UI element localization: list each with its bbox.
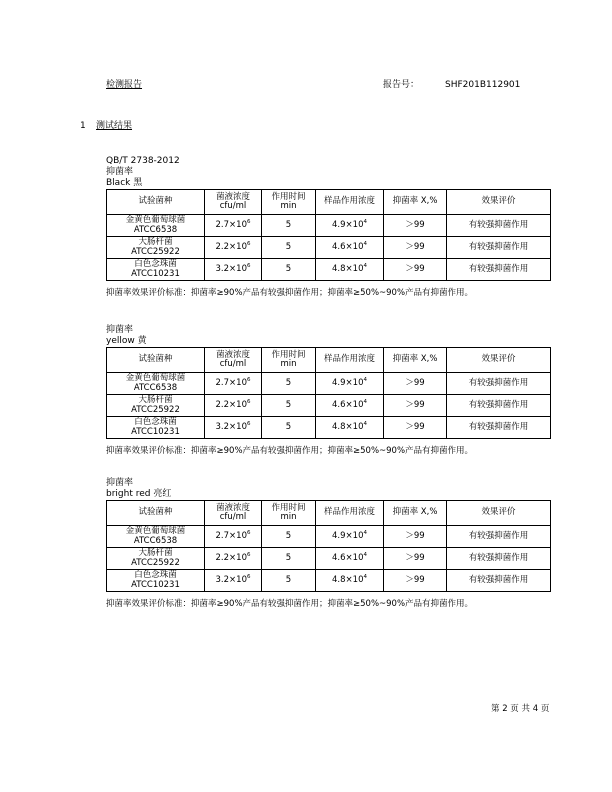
sample-concentration-exponent: 4 (363, 551, 367, 558)
concentration-value: 2.7×10 (215, 219, 247, 230)
inhibition-rate-cell: ＞99 (384, 373, 447, 395)
sample-concentration-exponent: 4 (363, 262, 367, 269)
sample-concentration-exponent: 4 (363, 240, 367, 247)
column-header: 抑菌率 X,% (384, 190, 447, 215)
inhibition-rate-cell: ＞99 (384, 548, 447, 570)
concentration-exponent: 6 (246, 420, 251, 427)
report-title: 检测报告 (106, 80, 143, 90)
column-header: 效果评价 (447, 190, 551, 215)
concentration-exponent: 6 (246, 529, 251, 536)
concentration-exponent: 6 (246, 240, 251, 247)
sample-concentration-value: 4.8×10 (332, 263, 364, 274)
concentration-cell (205, 259, 262, 281)
sample-concentration-value: 4.9×10 (332, 530, 364, 541)
strain-code: ATCC10231 (131, 579, 180, 590)
strain-name: 大肠杆菌 (138, 237, 173, 247)
evaluation-cell: 有较强抑菌作用 (447, 237, 551, 259)
evaluation-criteria-note: 抑菌率效果评价标准：抑菌率≥90%产品有较强抑菌作用；抑菌率≥50%~90%产品有抑菌作用。 (106, 599, 474, 609)
block-color-label: bright red 亮红 (106, 489, 172, 499)
sample-concentration-exponent: 4 (363, 573, 367, 580)
sample-concentration-exponent: 4 (363, 398, 367, 405)
strain-name: 白色念珠菌 (134, 259, 177, 269)
evaluation-criteria-note: 抑菌率效果评价标准：抑菌率≥90%产品有较强抑菌作用；抑菌率≥50%~90%产品有抑菌作用。 (106, 288, 474, 298)
concentration-value: 3.2×10 (215, 421, 247, 432)
inhibition-rate-cell: ＞99 (384, 395, 447, 417)
concentration-value: 3.2×10 (215, 574, 247, 585)
results-table (106, 189, 551, 281)
column-header: 效果评价 (447, 501, 551, 526)
time-cell: 5 (262, 259, 316, 281)
concentration-cell (205, 570, 262, 592)
strain-cell (107, 373, 205, 395)
time-cell: 5 (262, 395, 316, 417)
concentration-exponent: 6 (246, 376, 251, 383)
sample-concentration-cell (316, 570, 384, 592)
sample-concentration-value: 4.9×10 (332, 219, 364, 230)
strain-code: ATCC6538 (133, 224, 178, 235)
column-header: 试验菌种 (107, 348, 205, 373)
column-header: 抑菌率 X,% (384, 501, 447, 526)
column-header: 作用时间 min (262, 190, 316, 215)
strain-cell (107, 215, 205, 237)
concentration-exponent: 6 (246, 398, 251, 405)
strain-code: ATCC10231 (131, 268, 180, 279)
inhibition-rate-cell: ＞99 (384, 526, 447, 548)
concentration-value: 2.2×10 (215, 241, 247, 252)
results-table (106, 500, 551, 592)
strain-name: 白色念珠菌 (134, 570, 177, 580)
concentration-exponent: 6 (246, 573, 251, 580)
table-row (107, 395, 551, 417)
column-header: 样品作用浓度 (316, 348, 384, 373)
column-header: 样品作用浓度 (316, 190, 384, 215)
column-header: 样品作用浓度 (316, 501, 384, 526)
evaluation-cell: 有较强抑菌作用 (447, 570, 551, 592)
table-row (107, 417, 551, 439)
column-header: 作用时间 min (262, 348, 316, 373)
report-number (383, 80, 520, 91)
sample-concentration-value: 4.8×10 (332, 574, 364, 585)
column-header: 菌液浓度 cfu/ml (205, 501, 262, 526)
concentration-exponent: 6 (246, 551, 251, 558)
table-row (107, 526, 551, 548)
inhibition-rate-cell: ＞99 (384, 215, 447, 237)
sample-concentration-cell (316, 373, 384, 395)
concentration-cell (205, 417, 262, 439)
strain-code: ATCC25922 (131, 557, 180, 568)
concentration-value: 2.2×10 (215, 399, 247, 410)
table-row (107, 373, 551, 395)
sample-concentration-value: 4.6×10 (332, 399, 364, 410)
strain-cell (107, 259, 205, 281)
concentration-value: 2.2×10 (215, 552, 247, 563)
strain-cell (107, 526, 205, 548)
strain-code: ATCC10231 (131, 426, 180, 437)
strain-cell (107, 237, 205, 259)
evaluation-cell: 有较强抑菌作用 (447, 373, 551, 395)
sample-concentration-exponent: 4 (363, 218, 367, 225)
evaluation-cell: 有较强抑菌作用 (447, 215, 551, 237)
table-header-row (107, 501, 551, 526)
block-label: 抑菌率 (106, 478, 134, 488)
results-table (106, 347, 551, 439)
sample-concentration-cell (316, 259, 384, 281)
table-header-row (107, 190, 551, 215)
table-header-row (107, 348, 551, 373)
strain-cell (107, 548, 205, 570)
report-number-value: SHF201B112901 (445, 80, 521, 90)
concentration-cell (205, 237, 262, 259)
inhibition-rate-cell: ＞99 (384, 570, 447, 592)
block-label: 抑菌率 (106, 167, 134, 177)
time-cell: 5 (262, 526, 316, 548)
column-header: 试验菌种 (107, 501, 205, 526)
block-label: 抑菌率 (106, 325, 134, 335)
page-footer: 第 2 页 共 4 页 (491, 704, 550, 714)
strain-name: 白色念珠菌 (134, 417, 177, 427)
evaluation-cell: 有较强抑菌作用 (447, 548, 551, 570)
sample-concentration-cell (316, 526, 384, 548)
concentration-value: 2.7×10 (215, 530, 247, 541)
time-cell: 5 (262, 548, 316, 570)
block-color-label: Black 黑 (106, 178, 143, 188)
strain-name: 大肠杆菌 (138, 395, 173, 405)
concentration-cell (205, 526, 262, 548)
strain-code: ATCC6538 (133, 382, 178, 393)
time-cell: 5 (262, 215, 316, 237)
sample-concentration-cell (316, 237, 384, 259)
evaluation-cell: 有较强抑菌作用 (447, 526, 551, 548)
test-standard: QB/T 2738-2012 (106, 156, 180, 166)
sample-concentration-exponent: 4 (363, 529, 367, 536)
column-header: 效果评价 (447, 348, 551, 373)
concentration-cell (205, 548, 262, 570)
concentration-cell (205, 395, 262, 417)
strain-name: 大肠杆菌 (138, 548, 173, 558)
strain-name: 金黄色葡萄球菌 (125, 526, 186, 536)
evaluation-criteria-note: 抑菌率效果评价标准：抑菌率≥90%产品有较强抑菌作用；抑菌率≥50%~90%产品有抑菌作用。 (106, 446, 474, 456)
block-color-label: yellow 黄 (106, 336, 147, 346)
sample-concentration-value: 4.6×10 (332, 552, 364, 563)
evaluation-cell: 有较强抑菌作用 (447, 395, 551, 417)
time-cell: 5 (262, 237, 316, 259)
time-cell: 5 (262, 417, 316, 439)
strain-cell (107, 395, 205, 417)
table-row (107, 570, 551, 592)
strain-cell (107, 417, 205, 439)
sample-concentration-value: 4.9×10 (332, 377, 364, 388)
column-header: 抑菌率 X,% (384, 348, 447, 373)
evaluation-cell: 有较强抑菌作用 (447, 259, 551, 281)
column-header: 菌液浓度 cfu/ml (205, 190, 262, 215)
strain-code: ATCC25922 (131, 404, 180, 415)
table-row (107, 215, 551, 237)
inhibition-rate-cell: ＞99 (384, 259, 447, 281)
sample-concentration-value: 4.8×10 (332, 421, 364, 432)
strain-name: 金黄色葡萄球菌 (125, 373, 186, 383)
strain-code: ATCC25922 (131, 246, 180, 257)
concentration-exponent: 6 (246, 262, 251, 269)
concentration-value: 3.2×10 (215, 263, 247, 274)
report-number-label: 报告号： (383, 80, 420, 90)
strain-name: 金黄色葡萄球菌 (125, 215, 186, 225)
column-header: 作用时间 min (262, 501, 316, 526)
inhibition-rate-cell: ＞99 (384, 417, 447, 439)
time-cell: 5 (262, 373, 316, 395)
sample-concentration-cell (316, 548, 384, 570)
sample-concentration-exponent: 4 (363, 376, 367, 383)
inhibition-rate-cell: ＞99 (384, 237, 447, 259)
sample-concentration-exponent: 4 (363, 420, 367, 427)
concentration-cell (205, 373, 262, 395)
table-row (107, 548, 551, 570)
strain-code: ATCC6538 (133, 535, 178, 546)
table-row (107, 237, 551, 259)
table-row (107, 259, 551, 281)
section-number: 1 (80, 121, 86, 131)
column-header: 菌液浓度 cfu/ml (205, 348, 262, 373)
time-cell: 5 (262, 570, 316, 592)
strain-cell (107, 570, 205, 592)
evaluation-cell: 有较强抑菌作用 (447, 417, 551, 439)
concentration-value: 2.7×10 (215, 377, 247, 388)
sample-concentration-cell (316, 215, 384, 237)
concentration-exponent: 6 (246, 218, 251, 225)
concentration-cell (205, 215, 262, 237)
section-title: 测试结果 (96, 121, 133, 131)
column-header: 试验菌种 (107, 190, 205, 215)
sample-concentration-cell (316, 417, 384, 439)
sample-concentration-cell (316, 395, 384, 417)
sample-concentration-value: 4.6×10 (332, 241, 364, 252)
